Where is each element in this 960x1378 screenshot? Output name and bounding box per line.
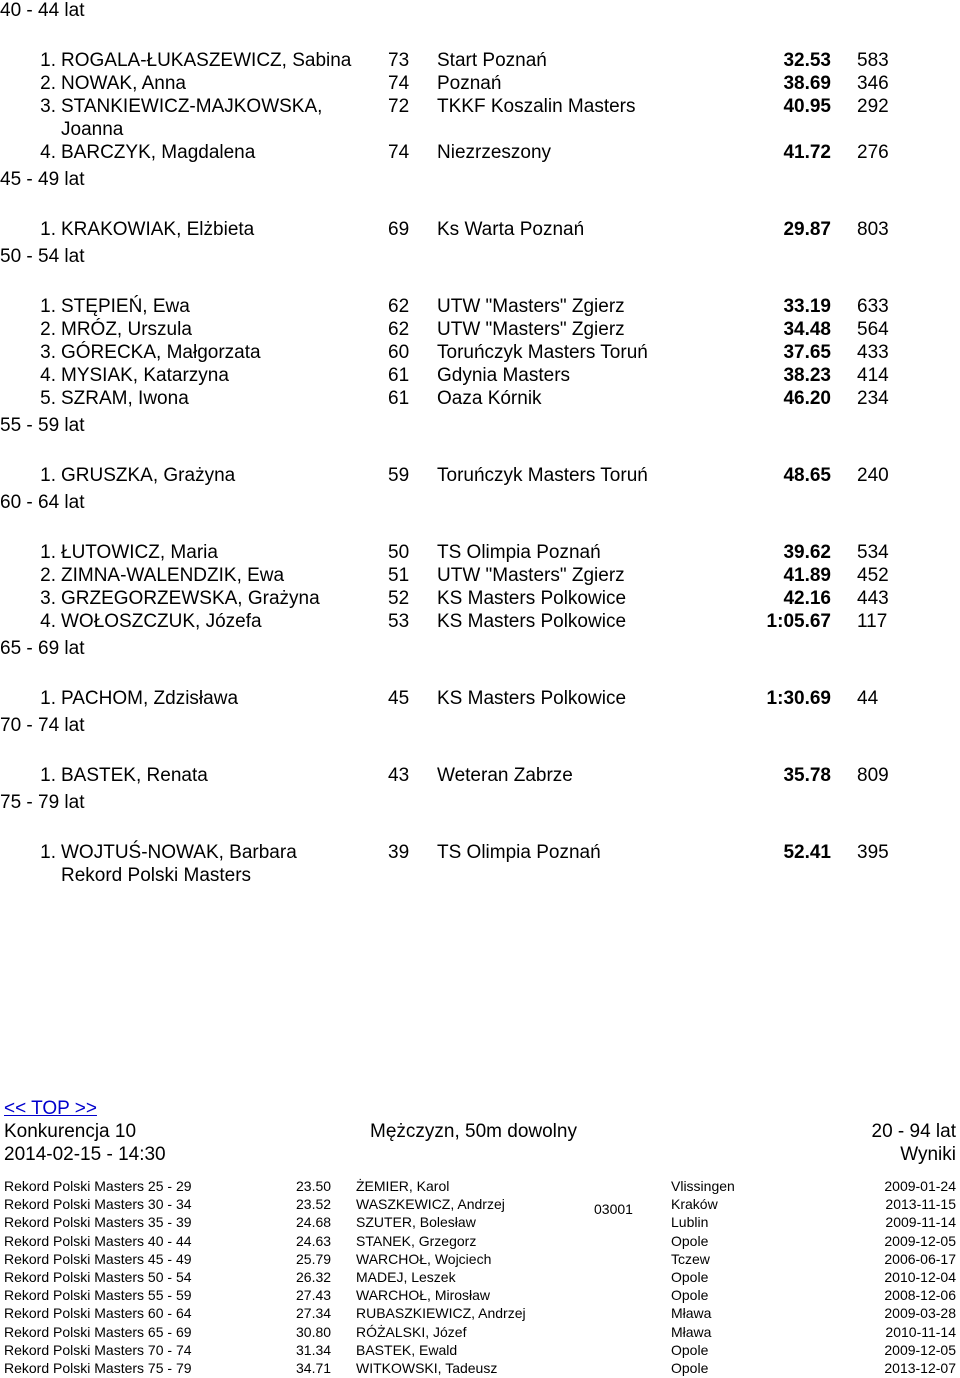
row-place: 1.: [40, 296, 56, 317]
row-points: 433: [857, 342, 889, 363]
row-year: 62: [388, 296, 410, 317]
stray-code: 03001: [594, 1201, 633, 1217]
age-group-heading: 70 - 74 lat: [0, 715, 85, 736]
record-holder: WITKOWSKI, Tadeusz: [356, 1360, 498, 1376]
record-label: Rekord Polski Masters 45 - 49: [4, 1250, 192, 1267]
row-points: 234: [857, 388, 889, 409]
row-points: 414: [857, 365, 889, 386]
row-name: GÓRECKA, Małgorzata: [61, 342, 261, 363]
row-club: Oaza Kórnik: [437, 388, 542, 409]
row-year: 74: [388, 73, 410, 94]
row-points: 452: [857, 565, 889, 586]
row-name: BASTEK, Renata: [61, 765, 208, 786]
row-year: 52: [388, 588, 410, 609]
event-number: Konkurencja 10: [4, 1121, 137, 1142]
row-club: Ks Warta Poznań: [437, 219, 585, 240]
record-place: Opole: [671, 1341, 709, 1358]
row-points: 534: [857, 542, 889, 563]
row-club: Gdynia Masters: [437, 365, 571, 386]
record-place: Opole: [671, 1287, 709, 1304]
record-date: 2009-12-05: [884, 1341, 956, 1358]
row-name: KRAKOWIAK, Elżbieta: [61, 219, 255, 240]
row-time: 37.65: [783, 342, 831, 363]
row-club: TS Olimpia Poznań: [437, 542, 601, 563]
record-place: Mława: [671, 1323, 712, 1340]
row-name-continued: Rekord Polski Masters: [61, 865, 252, 886]
record-time: 26.32: [296, 1269, 332, 1285]
row-points: 346: [857, 73, 889, 94]
row-time: 46.20: [783, 388, 831, 409]
record-holder: MADEJ, Leszek: [356, 1269, 456, 1285]
row-year: 45: [388, 688, 410, 709]
row-time: 38.23: [783, 365, 831, 386]
record-holder: WASZKEWICZ, Andrzej: [356, 1196, 505, 1213]
row-place: 2.: [40, 73, 56, 94]
row-place: 2.: [40, 565, 56, 586]
row-place: 1.: [40, 465, 56, 486]
record-label: Rekord Polski Masters 75 - 79: [4, 1360, 192, 1376]
row-club: UTW "Masters" Zgierz: [437, 319, 625, 340]
row-club: UTW "Masters" Zgierz: [437, 565, 625, 586]
row-time: 1:30.69: [766, 688, 831, 709]
row-name: STĘPIEŃ, Ewa: [61, 296, 190, 317]
row-place: 2.: [40, 319, 56, 340]
record-place: Vlissingen: [671, 1178, 735, 1194]
record-holder: RÓŻALSKI, Józef: [356, 1323, 467, 1340]
age-group-heading: 65 - 69 lat: [0, 638, 85, 659]
record-date: 2010-12-04: [884, 1269, 956, 1285]
row-time: 40.95: [783, 96, 831, 117]
row-points: 395: [857, 842, 889, 863]
record-date: 2013-12-07: [884, 1360, 956, 1376]
row-points: 809: [857, 765, 889, 786]
row-name: ŁUTOWICZ, Maria: [61, 542, 218, 563]
row-points: 633: [857, 296, 889, 317]
row-year: 69: [388, 219, 410, 240]
row-place: 3.: [40, 96, 56, 117]
row-name: NOWAK, Anna: [61, 73, 186, 94]
row-points: 583: [857, 50, 889, 71]
row-club: Start Poznań: [437, 50, 547, 71]
row-time: 35.78: [783, 765, 831, 786]
row-place: 4.: [40, 365, 56, 386]
row-place: 3.: [40, 588, 56, 609]
record-date: 2013-11-15: [885, 1196, 956, 1213]
record-holder: RUBASZKIEWICZ, Andrzej: [356, 1305, 526, 1322]
record-time: 24.68: [296, 1214, 332, 1231]
row-year: 74: [388, 142, 410, 163]
row-time: 52.41: [783, 842, 831, 863]
row-club: TKKF Koszalin Masters: [437, 96, 636, 117]
row-club: KS Masters Polkowice: [437, 688, 627, 709]
row-place: 5.: [40, 388, 56, 409]
row-name: MYSIAK, Katarzyna: [61, 365, 229, 386]
row-name: BARCZYK, Magdalena: [61, 142, 256, 163]
age-group-heading: 40 - 44 lat: [0, 0, 85, 21]
record-date: 2008-12-06: [884, 1287, 956, 1304]
row-year: 39: [388, 842, 410, 863]
age-group-heading: 75 - 79 lat: [0, 792, 85, 813]
record-holder: WARCHOŁ, Wojciech: [356, 1250, 492, 1267]
row-year: 60: [388, 342, 410, 363]
row-name: STANKIEWICZ-MAJKOWSKA,: [61, 96, 323, 117]
row-name: ROGALA-ŁUKASZEWICZ, Sabina: [61, 50, 352, 71]
row-name: GRUSZKA, Grażyna: [61, 465, 236, 486]
row-place: 1.: [40, 219, 56, 240]
record-place: Opole: [671, 1269, 709, 1285]
row-place: 1.: [40, 688, 56, 709]
record-holder: ŻEMIER, Karol: [356, 1178, 450, 1194]
row-points: 803: [857, 219, 889, 240]
record-time: 23.50: [296, 1178, 332, 1194]
record-label: Rekord Polski Masters 50 - 54: [4, 1269, 192, 1285]
record-time: 23.52: [296, 1196, 332, 1213]
row-time: 38.69: [783, 73, 831, 94]
row-time: 39.62: [783, 542, 831, 563]
record-label: Rekord Polski Masters 70 - 74: [4, 1341, 192, 1358]
row-club: KS Masters Polkowice: [437, 588, 627, 609]
record-time: 27.34: [296, 1305, 332, 1322]
row-place: 1.: [40, 50, 56, 71]
row-year: 51: [388, 565, 410, 586]
top-link[interactable]: << TOP >>: [4, 1098, 97, 1119]
row-year: 61: [388, 365, 410, 386]
results-label: Wyniki: [900, 1144, 956, 1165]
record-label: Rekord Polski Masters 30 - 34: [4, 1196, 192, 1213]
record-date: 2010-11-14: [885, 1323, 956, 1340]
row-year: 73: [388, 50, 410, 71]
record-place: Mława: [671, 1305, 712, 1322]
age-group-heading: 50 - 54 lat: [0, 246, 85, 267]
row-year: 62: [388, 319, 410, 340]
row-points: 564: [857, 319, 889, 340]
row-year: 43: [388, 765, 410, 786]
row-time: 42.16: [783, 588, 831, 609]
row-name: WOŁOSZCZUK, Józefa: [61, 611, 262, 632]
row-time: 29.87: [783, 219, 831, 240]
record-place: Opole: [671, 1232, 709, 1249]
age-group-heading: 45 - 49 lat: [0, 169, 85, 190]
row-name: GRZEGORZEWSKA, Grażyna: [61, 588, 320, 609]
row-year: 53: [388, 611, 410, 632]
row-time: 32.53: [783, 50, 831, 71]
record-time: 24.63: [296, 1232, 332, 1249]
row-place: 1.: [40, 842, 56, 863]
row-name-continued: Joanna: [61, 119, 124, 140]
row-club: TS Olimpia Poznań: [437, 842, 601, 863]
record-label: Rekord Polski Masters 55 - 59: [4, 1287, 192, 1304]
record-label: Rekord Polski Masters 35 - 39: [4, 1214, 192, 1231]
record-place: Kraków: [671, 1196, 718, 1213]
row-name: PACHOM, Zdzisława: [61, 688, 239, 709]
row-place: 1.: [40, 765, 56, 786]
record-place: Opole: [671, 1360, 709, 1376]
row-club: UTW "Masters" Zgierz: [437, 296, 625, 317]
age-group-heading: 55 - 59 lat: [0, 415, 85, 436]
record-label: Rekord Polski Masters 25 - 29: [4, 1178, 192, 1194]
row-time: 34.48: [783, 319, 831, 340]
record-date: 2009-11-14: [885, 1214, 956, 1231]
row-club: KS Masters Polkowice: [437, 611, 627, 632]
record-place: Lublin: [671, 1214, 709, 1231]
row-year: 61: [388, 388, 410, 409]
row-club: Weteran Zabrze: [437, 765, 573, 786]
row-name: MRÓZ, Urszula: [61, 319, 192, 340]
record-time: 34.71: [296, 1360, 332, 1376]
row-points: 443: [857, 588, 889, 609]
row-place: 4.: [40, 142, 56, 163]
record-label: Rekord Polski Masters 60 - 64: [4, 1305, 192, 1322]
record-time: 25.79: [296, 1250, 332, 1267]
row-place: 1.: [40, 542, 56, 563]
row-club: Niezrzeszony: [437, 142, 552, 163]
row-points: 44: [857, 688, 879, 709]
event-title: Mężczyzn, 50m dowolny: [370, 1121, 577, 1142]
record-date: 2009-03-28: [884, 1305, 956, 1322]
record-holder: WARCHOŁ, Mirosław: [356, 1287, 491, 1304]
record-label: Rekord Polski Masters 65 - 69: [4, 1323, 192, 1340]
row-time: 33.19: [783, 296, 831, 317]
event-datetime: 2014-02-15 - 14:30: [4, 1144, 166, 1165]
row-name: WOJTUŚ-NOWAK, Barbara: [61, 842, 297, 863]
age-group-heading: 60 - 64 lat: [0, 492, 85, 513]
record-time: 31.34: [296, 1341, 332, 1358]
record-label: Rekord Polski Masters 40 - 44: [4, 1232, 192, 1249]
record-holder: BASTEK, Ewald: [356, 1341, 458, 1358]
record-time: 30.80: [296, 1323, 332, 1340]
row-club: Toruńczyk Masters Toruń: [437, 342, 648, 363]
row-time: 41.89: [783, 565, 831, 586]
row-place: 3.: [40, 342, 56, 363]
row-points: 240: [857, 465, 889, 486]
row-place: 4.: [40, 611, 56, 632]
record-date: 2006-06-17: [884, 1250, 956, 1267]
record-date: 2009-01-24: [884, 1178, 956, 1194]
record-time: 27.43: [296, 1287, 332, 1304]
record-date: 2009-12-05: [884, 1232, 956, 1249]
row-points: 117: [857, 611, 888, 632]
row-time: 1:05.67: [766, 611, 831, 632]
record-holder: STANEK, Grzegorz: [356, 1232, 477, 1249]
age-range: 20 - 94 lat: [871, 1121, 956, 1142]
row-name: SZRAM, Iwona: [61, 388, 189, 409]
row-year: 72: [388, 96, 410, 117]
record-place: Tczew: [671, 1250, 710, 1267]
row-year: 50: [388, 542, 410, 563]
row-club: Toruńczyk Masters Toruń: [437, 465, 648, 486]
record-holder: SZUTER, Bolesław: [356, 1214, 476, 1231]
row-year: 59: [388, 465, 410, 486]
row-time: 48.65: [783, 465, 831, 486]
row-time: 41.72: [783, 142, 831, 163]
row-points: 276: [857, 142, 889, 163]
row-name: ZIMNA-WALENDZIK, Ewa: [61, 565, 285, 586]
row-points: 292: [857, 96, 889, 117]
row-club: Poznań: [437, 73, 502, 94]
